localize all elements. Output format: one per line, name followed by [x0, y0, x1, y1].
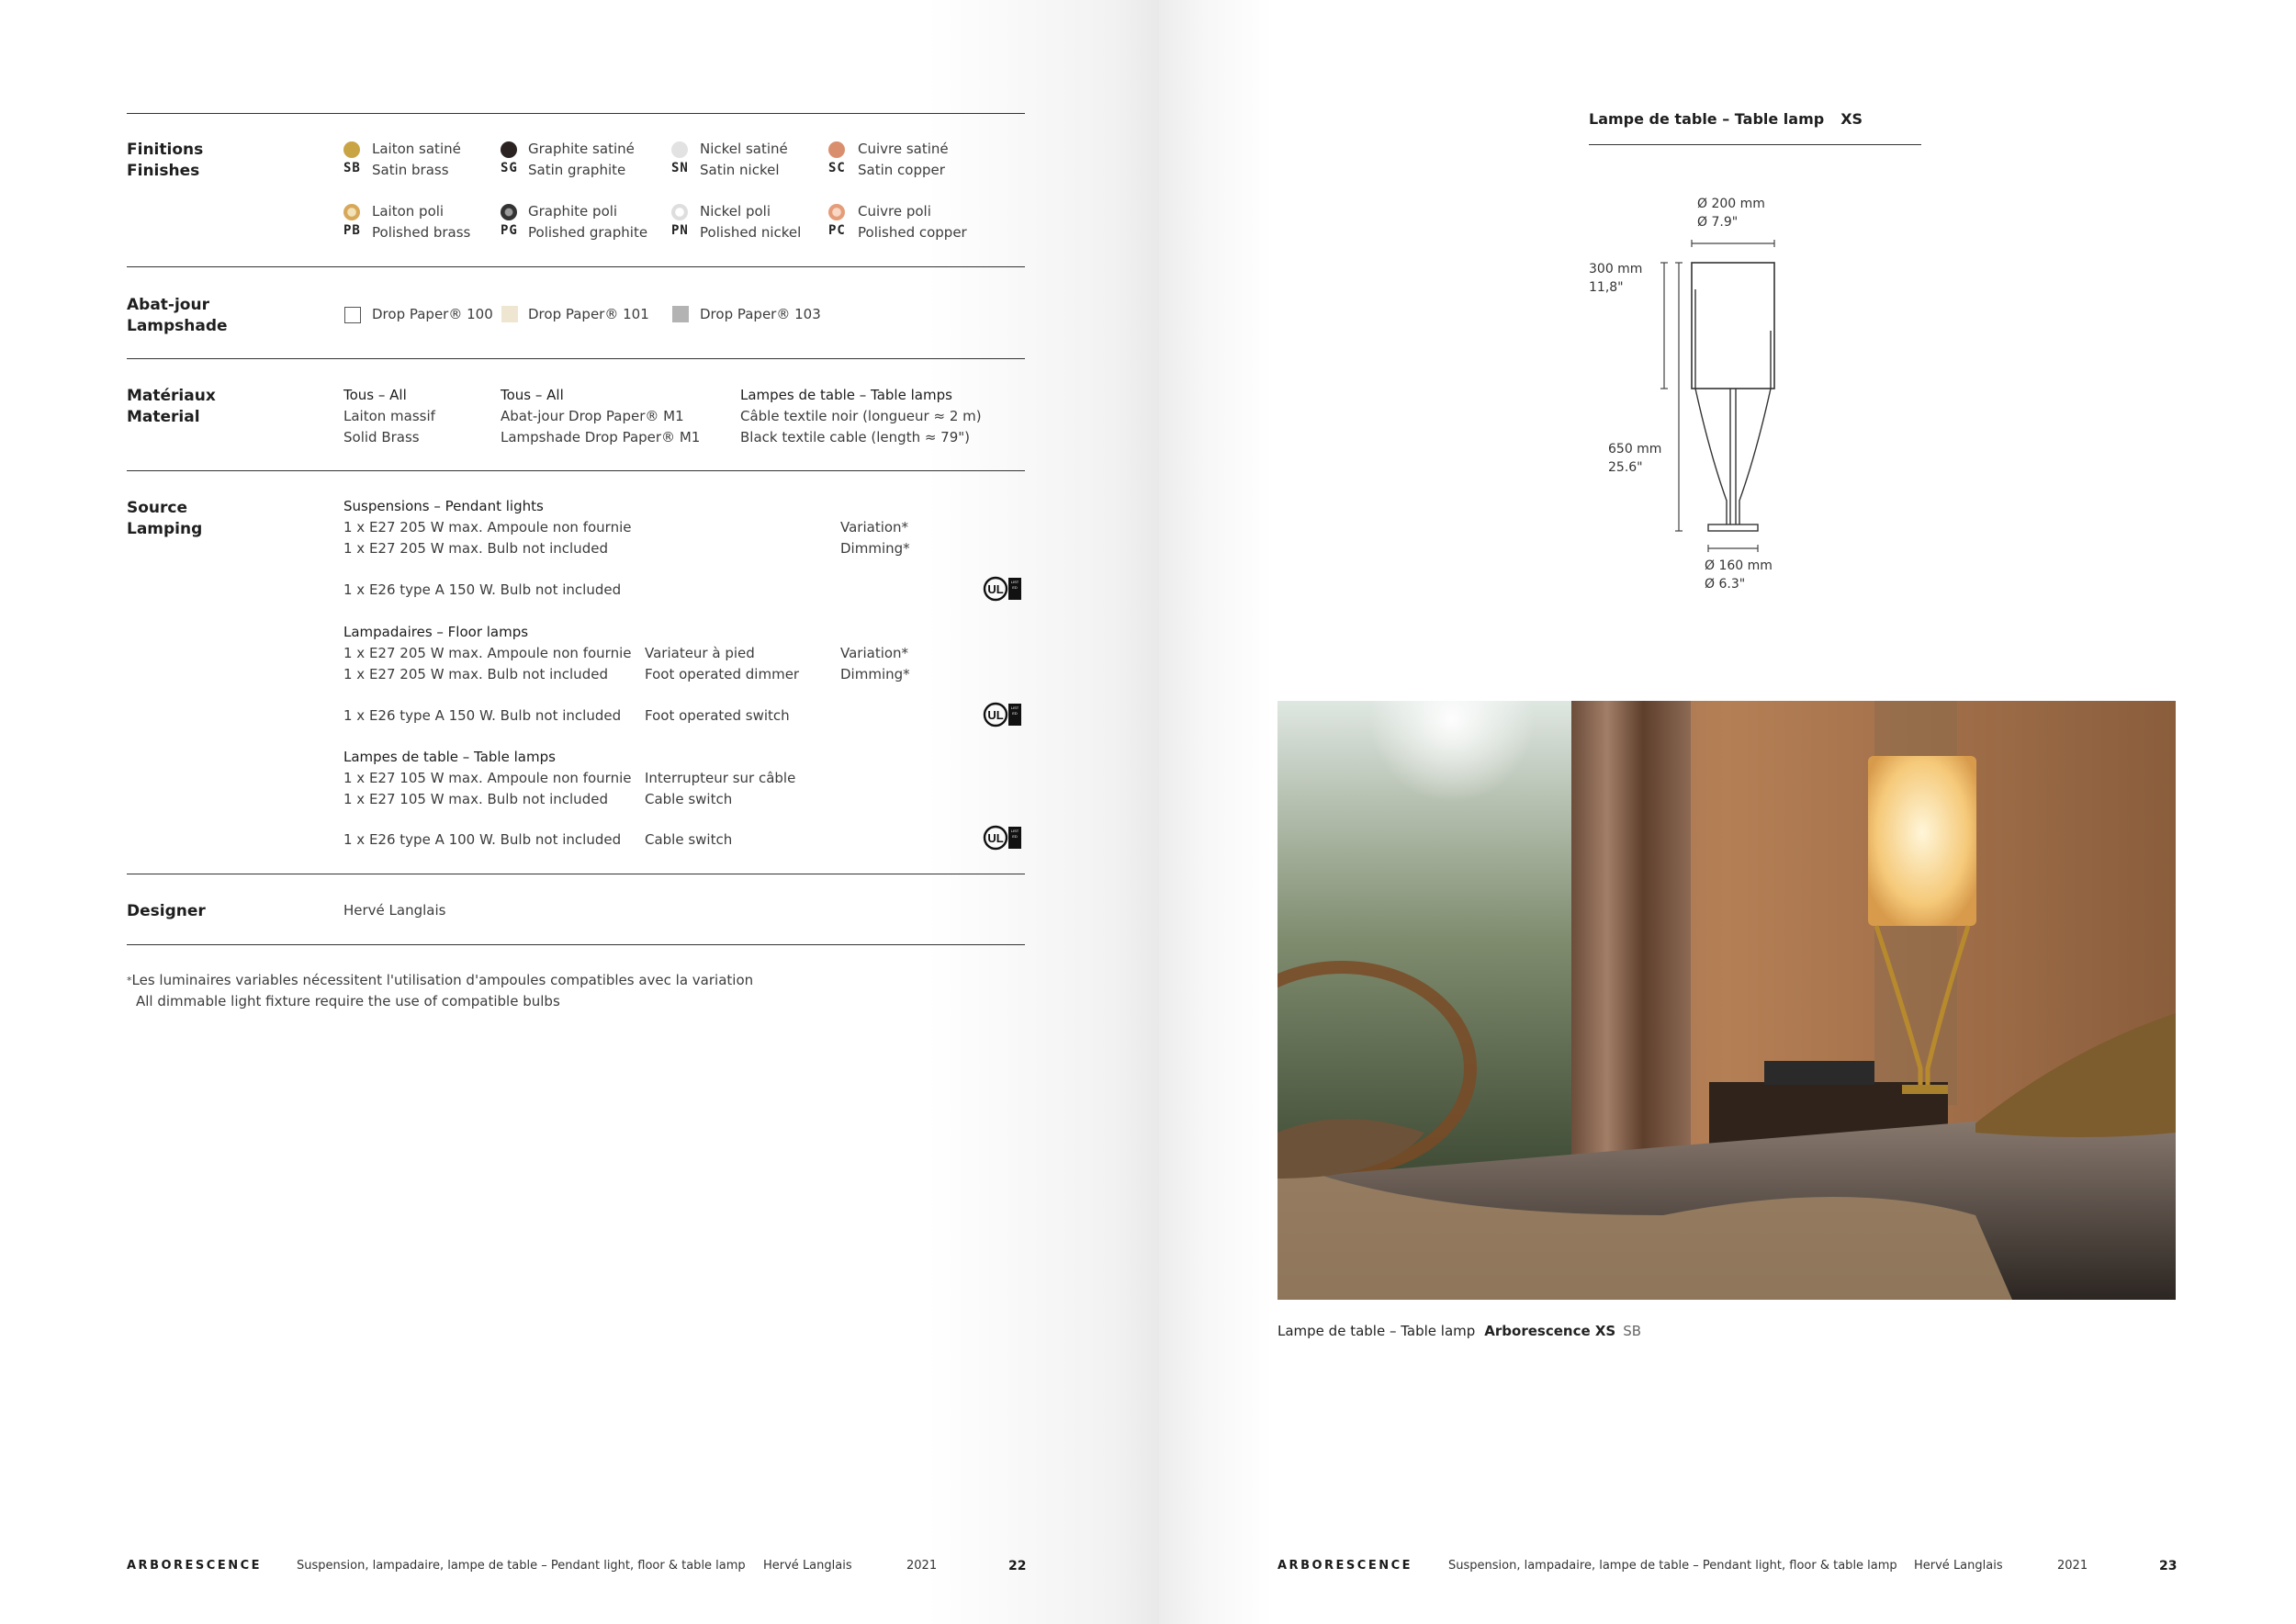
- bedroom-table-lamp-photo: [1277, 701, 2176, 1300]
- lamping-pendant: Suspensions – Pendant lights 1 x E27 205 W max. Ampoule non fournie 1 x E27 205 W max. Bulb not included: [343, 498, 632, 557]
- finish-swatch-polished-copper: [828, 204, 845, 220]
- divider: [127, 113, 1025, 114]
- lampshade-label: Abat-jour Lampshade: [127, 296, 228, 335]
- finish-swatch-satin-nickel: [671, 141, 688, 158]
- finish-swatch-satin-graphite: [501, 141, 517, 158]
- finish-name-en: Polished graphite: [528, 224, 648, 241]
- material-col-3: Lampes de table – Table lamps Câble textile noir (longueur ≈ 2 m) Black textile cable (length ≈ 79"): [740, 387, 982, 445]
- designer-name: Hervé Langlais: [343, 902, 446, 919]
- footnote: *Les luminaires variables nécessitent l'utilisation d'ampoules compatibles avec la variation All dimmable light fixture require the use of compatible bulbs: [127, 972, 754, 1009]
- footer-description: Suspension, lampadaire, lampe de table – Pendant light, floor & table lamp: [1448, 1559, 1897, 1573]
- finish-code: PC: [828, 223, 846, 238]
- dim-total-height: 650 mm 25.6": [1608, 442, 1662, 475]
- footer-designer: Hervé Langlais: [1914, 1559, 2003, 1573]
- svg-text:ED: ED: [1012, 834, 1018, 839]
- finish-code: SG: [501, 161, 518, 175]
- finish-code: PB: [343, 223, 361, 238]
- finish-name-fr: Laiton satiné: [372, 141, 461, 157]
- lampshade-swatch-103: [672, 306, 689, 322]
- svg-text:LIST: LIST: [1010, 705, 1019, 710]
- ul-listed-icon: [983, 824, 1023, 851]
- material-col-2: Tous – All Abat-jour Drop Paper® M1 Lampshade Drop Paper® M1: [501, 387, 701, 445]
- svg-text:UL: UL: [987, 582, 1004, 596]
- table-lamp-technical-drawing: [1655, 234, 1802, 556]
- footer-designer: Hervé Langlais: [763, 1559, 852, 1573]
- lamping-pendant-us: 1 x E26 type A 150 W. Bulb not included: [343, 581, 622, 598]
- footer-description: Suspension, lampadaire, lampe de table – Pendant light, floor & table lamp: [297, 1559, 746, 1573]
- svg-text:ED: ED: [1012, 585, 1018, 590]
- diagram-title-underline: [1589, 144, 1921, 145]
- dim-base-diameter: Ø 160 mm Ø 6.3": [1705, 558, 1773, 592]
- lamping-label: Source Lamping: [127, 499, 203, 538]
- finish-name-en: Satin brass: [372, 162, 449, 178]
- finish-name-fr: Laiton poli: [372, 203, 445, 220]
- lamping-floor-dimming: Variation* Dimming*: [840, 645, 910, 682]
- photo-caption: Lampe de table – Table lamp Arborescence XS SB: [1277, 1323, 1642, 1339]
- divider: [127, 266, 1025, 267]
- svg-text:LIST: LIST: [1010, 829, 1019, 833]
- lamping-table-us: 1 x E26 type A 100 W. Bulb not included: [343, 831, 622, 848]
- finish-name-en: Satin nickel: [700, 162, 780, 178]
- footer-brand: ARBORESCENCE: [127, 1559, 263, 1573]
- page-number: 22: [1008, 1559, 1027, 1573]
- lamping-pendant-dimming: Variation* Dimming*: [840, 519, 910, 557]
- finish-name-fr: Graphite satiné: [528, 141, 635, 157]
- divider: [127, 470, 1025, 471]
- lamping-floor: Lampadaires – Floor lamps 1 x E27 205 W max. Ampoule non fournie 1 x E27 205 W max. Bulb not included: [343, 624, 632, 682]
- material-label: Matériaux Material: [127, 387, 216, 426]
- divider: [127, 358, 1025, 359]
- finishes-label: Finitions Finishes: [127, 141, 204, 180]
- finish-name-en: Polished copper: [858, 224, 967, 241]
- diagram-title: Lampe de table – Table lamp XS: [1589, 110, 1863, 128]
- footer-year: 2021: [906, 1559, 938, 1573]
- finish-code: PG: [501, 223, 518, 238]
- finish-code: PN: [671, 223, 689, 238]
- finish-swatch-satin-copper: [828, 141, 845, 158]
- page-number: 23: [2159, 1559, 2178, 1573]
- finish-name-fr: Cuivre poli: [858, 203, 931, 220]
- svg-text:UL: UL: [987, 831, 1004, 845]
- lamping-table: Lampes de table – Table lamps 1 x E27 105 W max. Ampoule non fournie 1 x E27 105 W max. Bulb not included: [343, 749, 632, 807]
- dim-shade-height: 300 mm 11,8": [1589, 262, 1643, 295]
- footer-year: 2021: [2057, 1559, 2088, 1573]
- lampshade-name: Drop Paper® 103: [700, 306, 821, 322]
- lamping-floor-us-switch: Foot operated switch: [645, 707, 790, 724]
- finish-name-fr: Nickel poli: [700, 203, 771, 220]
- footer-brand: ARBORESCENCE: [1277, 1559, 1413, 1573]
- finish-name-en: Satin graphite: [528, 162, 626, 178]
- finish-name-fr: Graphite poli: [528, 203, 618, 220]
- finish-name-fr: Cuivre satiné: [858, 141, 949, 157]
- finish-swatch-polished-brass: [343, 204, 360, 220]
- finish-name-fr: Nickel satiné: [700, 141, 788, 157]
- ul-listed-icon: [983, 575, 1023, 603]
- finish-code: SN: [671, 161, 689, 175]
- svg-text:UL: UL: [987, 708, 1004, 722]
- svg-text:LIST: LIST: [1010, 580, 1019, 584]
- lamping-table-switch: Interrupteur sur câble Cable switch: [645, 770, 796, 807]
- dim-top-diameter: Ø 200 mm Ø 7.9": [1697, 197, 1765, 230]
- finish-name-en: Polished brass: [372, 224, 471, 241]
- lampshade-name: Drop Paper® 100: [372, 306, 493, 322]
- finish-code: SC: [828, 161, 846, 175]
- lampshade-name: Drop Paper® 101: [528, 306, 649, 322]
- lampshade-swatch-100: [344, 307, 361, 323]
- lamping-floor-switch: Variateur à pied Foot operated dimmer: [645, 645, 800, 682]
- divider: [127, 944, 1025, 945]
- lamping-floor-us: 1 x E26 type A 150 W. Bulb not included: [343, 707, 622, 724]
- designer-label: Designer: [127, 902, 206, 920]
- svg-text:ED: ED: [1012, 711, 1018, 716]
- lampshade-swatch-101: [501, 306, 518, 322]
- material-col-1: Tous – All Laiton massif Solid Brass: [343, 387, 435, 445]
- finish-name-en: Polished nickel: [700, 224, 802, 241]
- ul-listed-icon: [983, 701, 1023, 728]
- finish-name-en: Satin copper: [858, 162, 945, 178]
- finish-swatch-satin-brass: [343, 141, 360, 158]
- finish-code: SB: [343, 161, 361, 175]
- finish-swatch-polished-nickel: [671, 204, 688, 220]
- finish-swatch-polished-graphite: [501, 204, 517, 220]
- lamping-table-us-switch: Cable switch: [645, 831, 733, 848]
